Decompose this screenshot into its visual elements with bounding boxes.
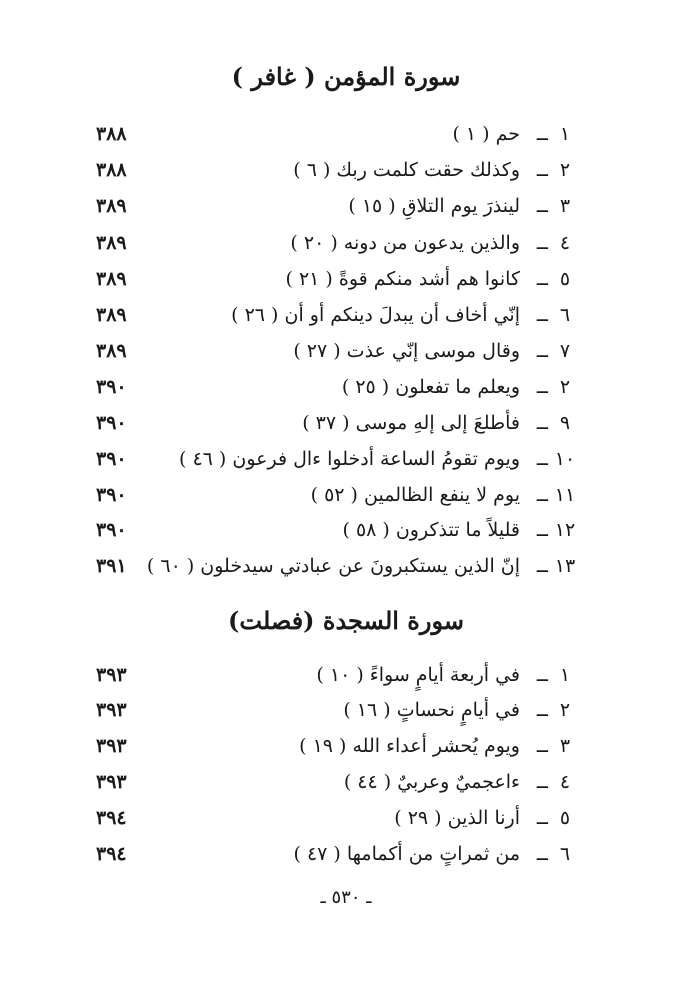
entry-number: ١ — [559, 123, 571, 145]
entry-number: ٥ — [559, 268, 571, 290]
entry-dash: ــ — [536, 159, 548, 181]
entry-text: كانوا هم أشد منكم قوةً ( ٢١ ) — [285, 268, 520, 290]
entry-number: ١٣ — [554, 555, 576, 577]
entry-dash: ــ — [536, 268, 548, 290]
entry-page-number: ٣٩٠ — [96, 484, 127, 506]
entry-number: ٦ — [559, 304, 571, 326]
entry-dash: ــ — [536, 771, 548, 793]
entry-text: فأطلعَ إلى إلهِ موسى ( ٣٧ ) — [302, 412, 520, 434]
entry-text: في أيامٍ نحساتٍ ( ١٦ ) — [343, 699, 520, 721]
entry-page-number: ٣٨٩ — [96, 268, 127, 290]
index-entry — [96, 228, 578, 258]
entry-page-number: ٣٩٣ — [96, 699, 127, 721]
entry-page-number: ٣٩٣ — [96, 735, 127, 757]
entry-page-number: ٣٨٩ — [96, 232, 127, 254]
entry-dash: ــ — [536, 376, 548, 398]
index-entry — [96, 551, 578, 581]
entry-text: إنّي أخاف أن يبدلَ دينكم أو أن ( ٢٦ ) — [231, 304, 520, 326]
entry-number: ٦ — [559, 843, 571, 865]
index-entry — [96, 119, 578, 149]
section-title-ghafir: سورة المؤمن ( غافر ) — [231, 62, 461, 91]
entry-page-number: ٣٩٠ — [96, 412, 127, 434]
entry-dash: ــ — [536, 664, 548, 686]
entry-page-number: ٣٩٠ — [96, 448, 127, 470]
entry-dash: ــ — [536, 735, 548, 757]
entry-text: إنّ الذين يستكبرونَ عن عبادتي سيدخلون ( ٦٠ ) — [146, 555, 520, 577]
entry-page-number: ٣٩٤ — [96, 843, 127, 865]
index-entry — [96, 300, 578, 330]
entry-dash: ــ — [536, 484, 548, 506]
index-entry — [96, 336, 578, 366]
entry-text: ءاعجميٌ وعربيٌ ( ٤٤ ) — [343, 771, 520, 793]
index-entry — [96, 480, 578, 510]
index-entry — [96, 372, 578, 402]
entry-text: ويعلم ما تفعلون ( ٢٥ ) — [341, 376, 520, 398]
index-entry — [96, 695, 578, 725]
index-entry — [96, 767, 578, 797]
entry-dash: ــ — [536, 448, 548, 470]
entry-number: ٢ — [559, 376, 571, 398]
entry-page-number: ٣٩٤ — [96, 807, 127, 829]
entry-page-number: ٣٩٠ — [96, 376, 127, 398]
entry-dash: ــ — [536, 555, 548, 577]
entry-number: ٢ — [559, 159, 571, 181]
entry-dash: ــ — [536, 232, 548, 254]
entry-number: ٥ — [559, 807, 571, 829]
entry-page-number: ٣٨٩ — [96, 195, 127, 217]
entry-dash: ــ — [536, 699, 548, 721]
index-entry — [96, 444, 578, 474]
entry-dash: ــ — [536, 195, 548, 217]
entry-number: ٣ — [559, 735, 571, 757]
entry-number: ٢ — [559, 699, 571, 721]
index-entry — [96, 191, 578, 221]
entry-page-number: ٣٨٨ — [96, 123, 127, 145]
index-entry — [96, 839, 578, 869]
entry-text: من ثمراتٍ من أكمامها ( ٤٧ ) — [293, 843, 520, 865]
entry-number: ١٢ — [554, 519, 576, 541]
entry-page-number: ٣٩٣ — [96, 771, 127, 793]
entry-page-number: ٣٩٠ — [96, 519, 127, 541]
entry-page-number: ٣٨٩ — [96, 340, 127, 362]
index-entry — [96, 731, 578, 761]
entry-number: ٧ — [559, 340, 571, 362]
index-entry — [96, 155, 578, 185]
entry-text: وقال موسى إنّي عذت ( ٢٧ ) — [293, 340, 520, 362]
entry-text: وكذلك حقت كلمت ربك ( ٦ ) — [293, 159, 520, 181]
entry-dash: ــ — [536, 843, 548, 865]
entry-text: أرنا الذين ( ٢٩ ) — [394, 807, 520, 829]
entry-dash: ــ — [536, 304, 548, 326]
entry-dash: ــ — [536, 340, 548, 362]
entry-number: ٩ — [559, 412, 571, 434]
entry-number: ٤ — [559, 771, 571, 793]
entry-text: والذين يدعون من دونه ( ٢٠ ) — [290, 232, 520, 254]
entry-page-number: ٣٩٣ — [96, 664, 127, 686]
entry-text: في أربعة أيامٍ سواءً ( ١٠ ) — [316, 664, 520, 686]
entry-page-number: ٣٩١ — [96, 555, 127, 577]
index-entry — [96, 408, 578, 438]
entry-page-number: ٣٨٨ — [96, 159, 127, 181]
entry-dash: ــ — [536, 123, 548, 145]
index-entry — [96, 264, 578, 294]
page-footer-number: ـ ٥٣٠ ـ — [320, 887, 372, 908]
entry-dash: ــ — [536, 412, 548, 434]
entry-number: ١٠ — [554, 448, 576, 470]
entry-text: لينذرَ يوم التلاقِ ( ١٥ ) — [348, 195, 520, 217]
entry-text: ويوم تقومُ الساعة أدخلوا ءال فرعون ( ٤٦ ) — [179, 448, 520, 470]
entry-text: حم ( ١ ) — [452, 123, 520, 145]
entry-number: ١ — [559, 664, 571, 686]
entry-number: ٤ — [559, 232, 571, 254]
entry-text: قليلاً ما تتذكرون ( ٥٨ ) — [342, 519, 520, 541]
entry-number: ١١ — [554, 484, 576, 506]
entry-number: ٣ — [559, 195, 571, 217]
entry-page-number: ٣٨٩ — [96, 304, 127, 326]
index-entry — [96, 515, 578, 545]
section-title-fussilat: سورة السجدة (فصلت) — [228, 606, 464, 635]
entry-dash: ــ — [536, 519, 548, 541]
index-entry — [96, 660, 578, 690]
entry-text: ويوم يُحشر أعداء الله ( ١٩ ) — [299, 735, 520, 757]
entry-dash: ــ — [536, 807, 548, 829]
index-entry — [96, 803, 578, 833]
entry-text: يوم لا ينفع الظالمين ( ٥٢ ) — [310, 484, 520, 506]
